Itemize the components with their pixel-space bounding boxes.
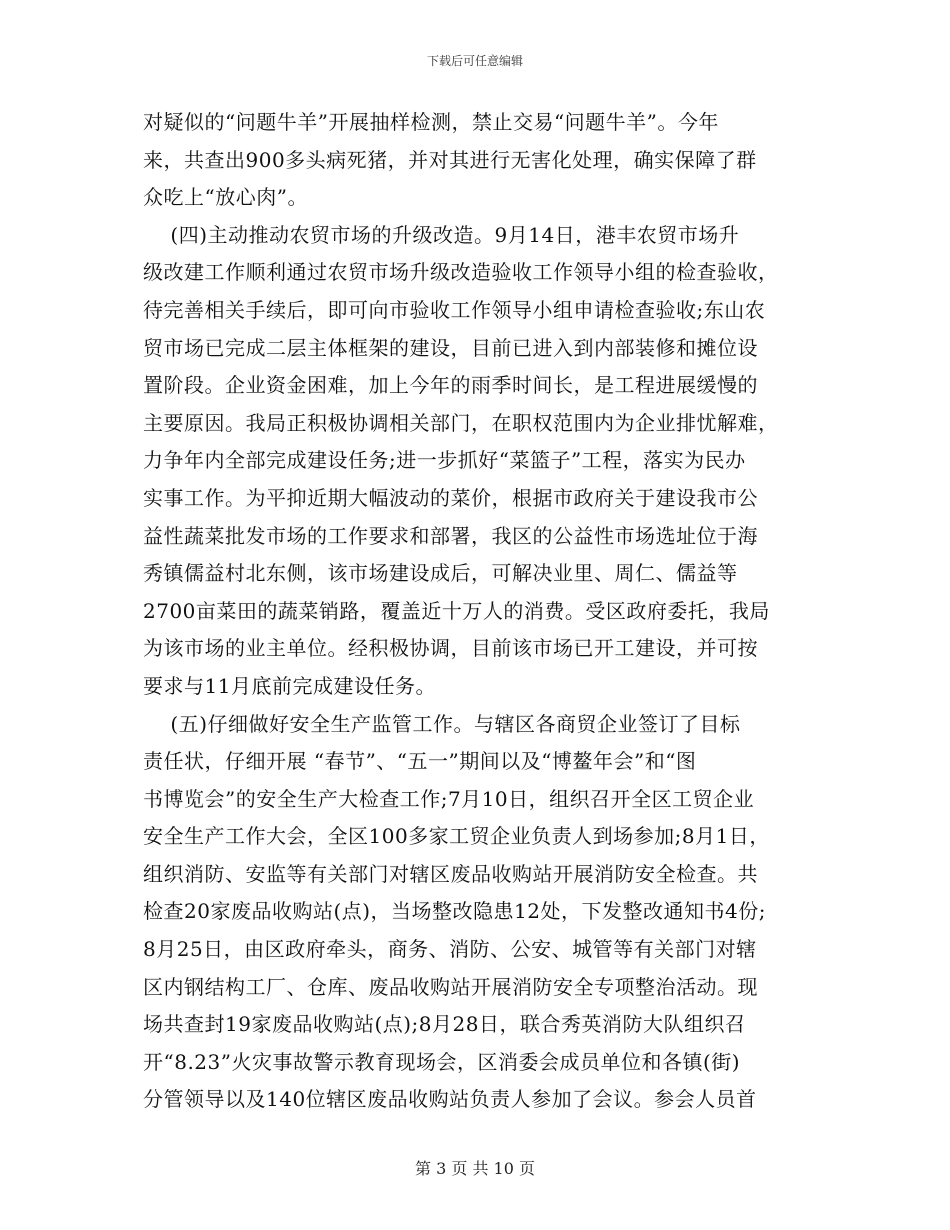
text-line: 置阶段。企业资金困难，加上今年的雨季时间长，是工程进展缓慢的 [143, 373, 758, 398]
document-body [143, 104, 803, 1119]
text-line: 书博览会”的安全生产大检查工作;7月10日，组织召开全区工贸企业 [143, 786, 755, 811]
text-line: 主要原因。我局正积极协调相关部门，在职权范围内为企业排忧解难， [143, 410, 779, 435]
text-line: 级改建工作顺利通过农贸市场升级改造验收工作领导小组的检查验收， [143, 260, 779, 285]
text-line: 场共查封19家废品收购站(点);8月28日，联合秀英消防大队组织召 [143, 1012, 746, 1037]
text-line: 贸市场已完成二层主体框架的建设，目前已进入到内部装修和摊位设 [143, 335, 758, 360]
text-line: 组织消防、安监等有关部门对辖区废品收购站开展消防安全检查。共 [143, 861, 758, 886]
text-line: 开“8.23”火灾事故警示教育现场会，区消委会成员单位和各镇(街) [143, 1049, 741, 1074]
text-line: (四)主动推动农贸市场的升级改造。9月14日，港丰农贸市场升 [143, 222, 740, 247]
page-footer: 第 3 页 共 10 页 [415, 1159, 535, 1178]
page-header: 下载后可任意编辑 [426, 54, 523, 68]
text-line: 分管领导以及140位辖区废品收购站负责人参加了会议。参会人员首 [143, 1087, 757, 1112]
text-line: (五)仔细做好安全生产监管工作。与辖区各商贸企业签订了目标 [143, 711, 741, 736]
text-line: 力争年内全部完成建设任务;进一步抓好“菜篮子”工程，落实为民办 [143, 448, 746, 473]
text-line: 8月25日，由区政府牵头，商务、消防、公安、城管等有关部门对辖 [143, 937, 757, 962]
text-line: 为该市场的业主单位。经积极协调，目前该市场已开工建设，并可按 [143, 636, 758, 661]
text-line: 区内钢结构工厂、仓库、废品收购站开展消防安全专项整治活动。现 [143, 974, 758, 999]
text-line: 益性蔬菜批发市场的工作要求和部署，我区的公益性市场选址位于海 [143, 523, 758, 548]
text-line: 检查20家废品收购站(点)，当场整改隐患12处，下发整改通知书4份; [143, 899, 766, 924]
text-line: 待完善相关手续后，即可向市验收工作领导小组申请检查验收;东山农 [143, 297, 766, 322]
text-line: 来，共查出900多头病死猪，并对其进行无害化处理，确实保障了群 [143, 147, 757, 172]
text-line: 安全生产工作大会，全区100多家工贸企业负责人到场参加;8月1日， [143, 824, 770, 849]
text-line: 众吃上“放心肉”。 [143, 185, 308, 210]
text-line: 要求与11月底前完成建设任务。 [143, 673, 436, 698]
text-line: 对疑似的“问题牛羊”开展抽样检测，禁止交易“问题牛羊”。今年 [143, 110, 719, 134]
text-line: 2700亩菜田的蔬菜销路，覆盖近十万人的消费。受区政府委托，我局 [143, 598, 770, 623]
text-line: 秀镇儒益村北东侧，该市场建设成后，可解决业里、周仁、儒益等 [143, 561, 738, 586]
text-line: 实事工作。为平抑近期大幅波动的菜价，根据市政府关于建设我市公 [143, 485, 758, 510]
text-line: 责任状，仔细开展 “春节”、“五一”期间以及“博鳌年会”和“图 [143, 749, 697, 774]
